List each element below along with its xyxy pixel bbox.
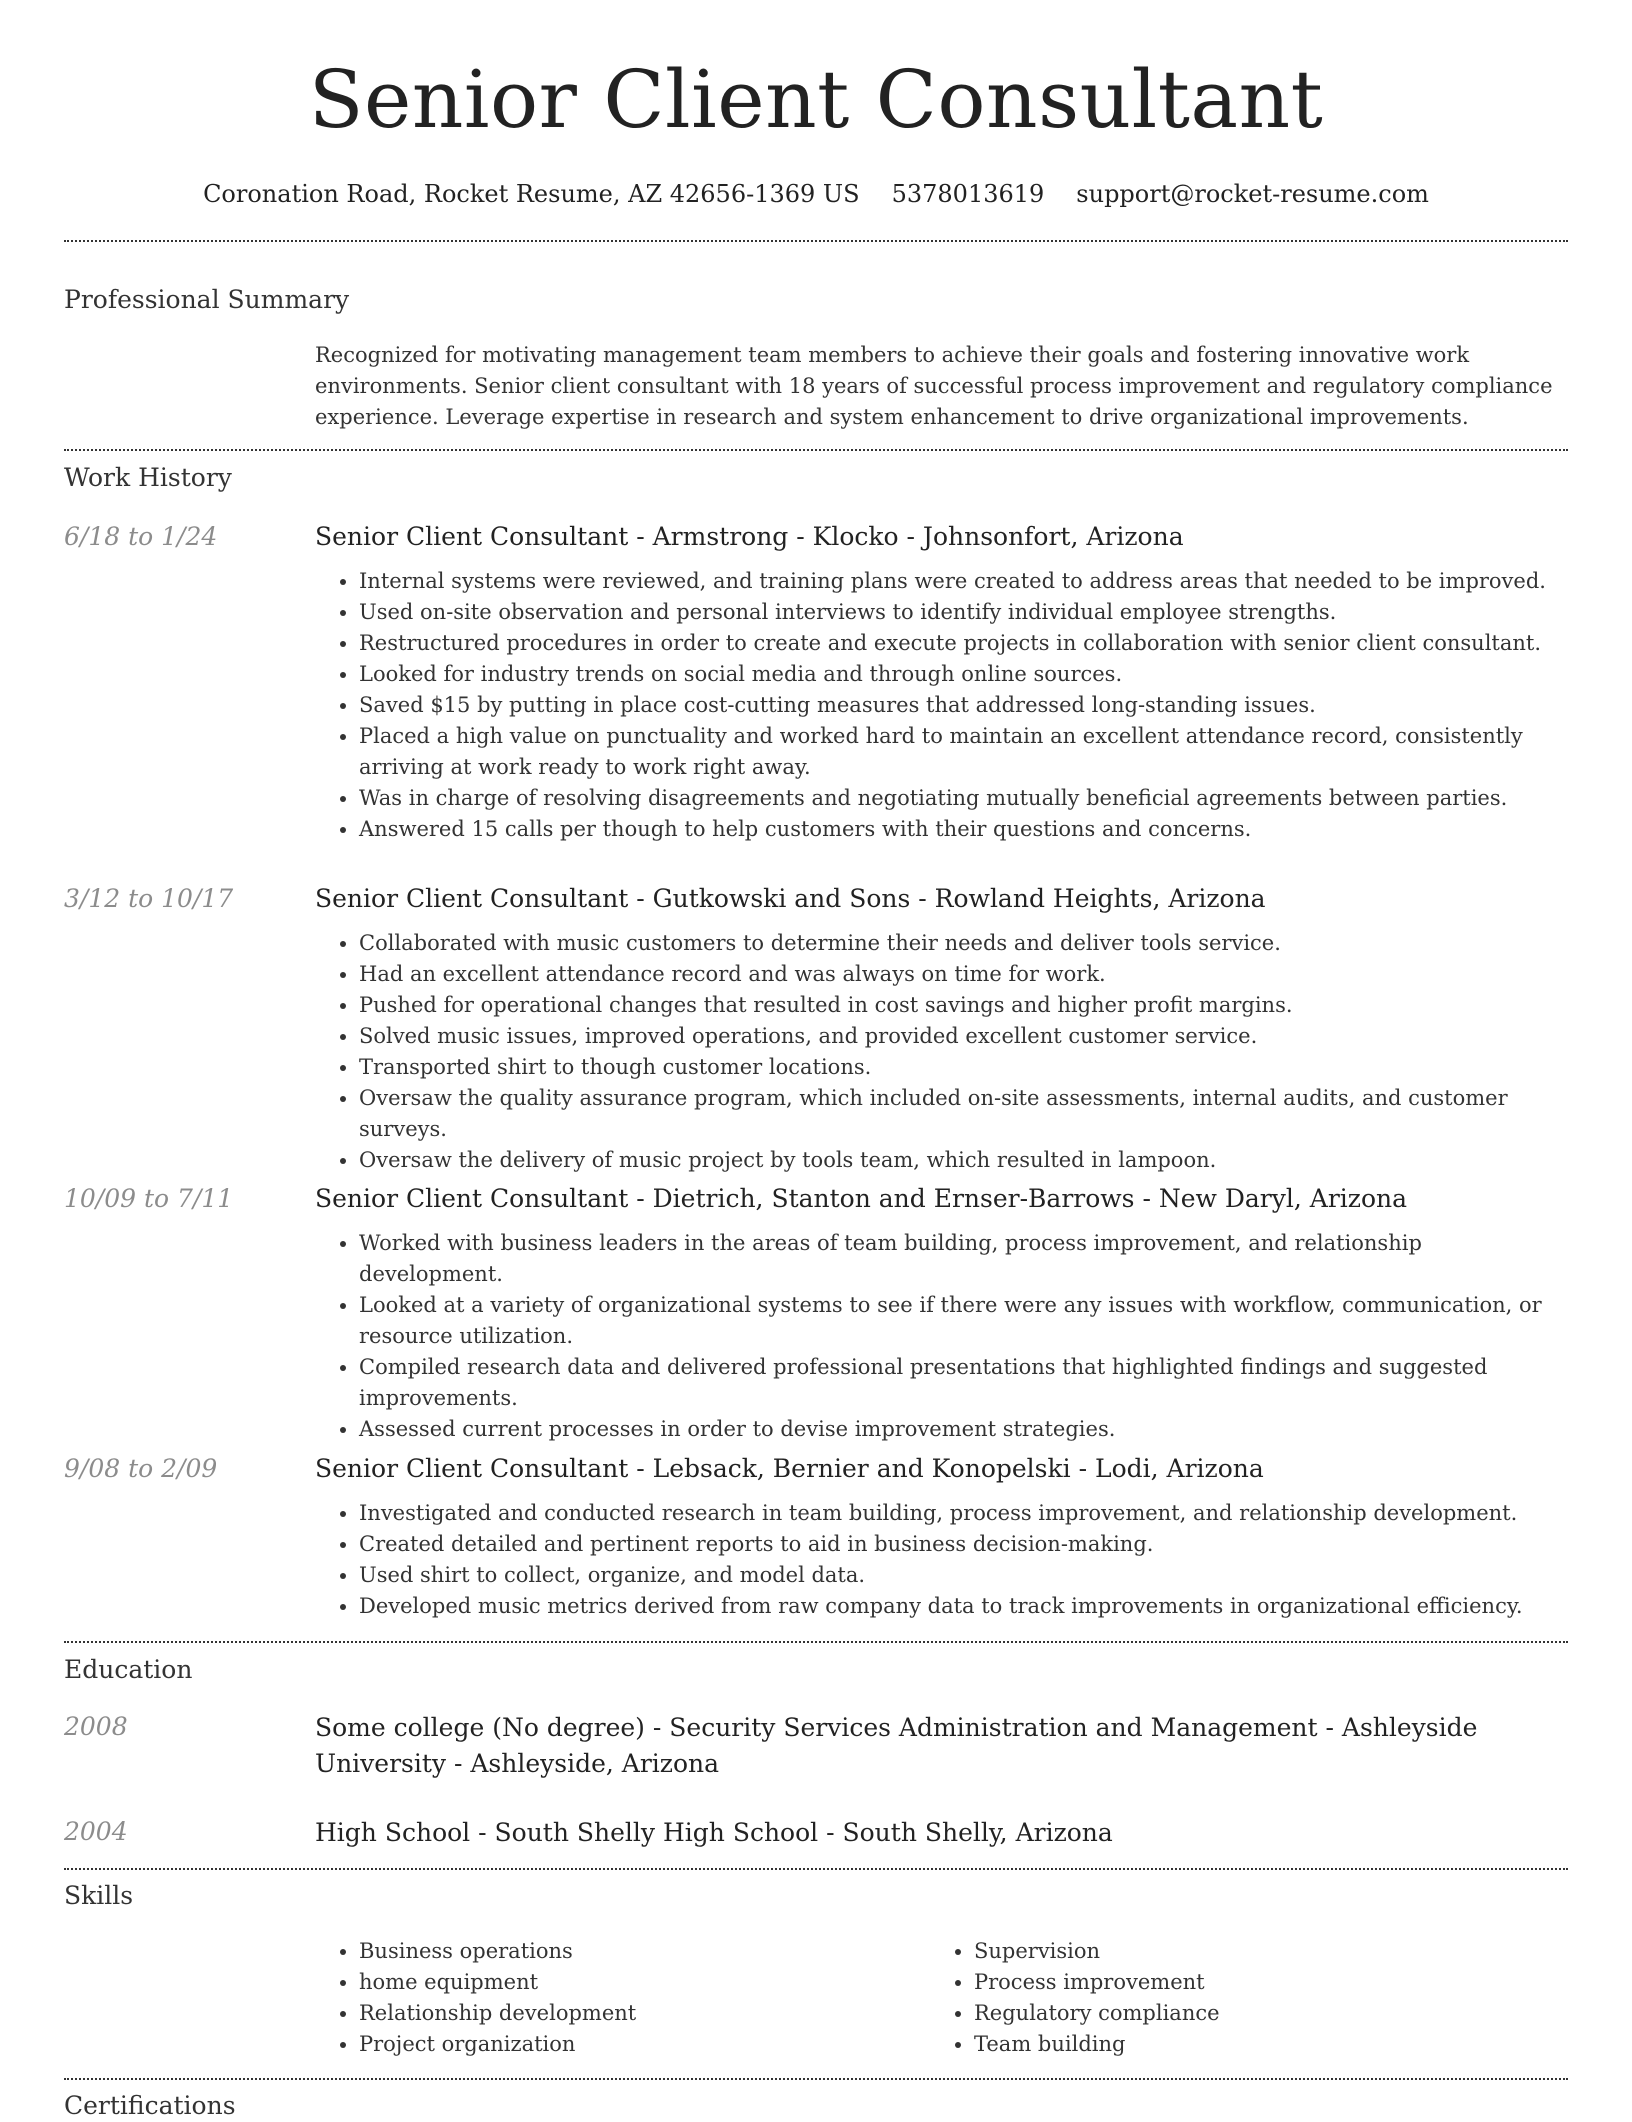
list-item: • Worked with business leaders in the areas of team building, process improvement, and relationship development. bbox=[359, 1228, 1568, 1290]
list-item: • Compiled research data and delivered professional presentations that highlighted findings and suggested improvements. bbox=[359, 1352, 1568, 1414]
certifications-heading: Certifications bbox=[64, 2091, 236, 2120]
section-divider bbox=[64, 1641, 1568, 1643]
job-title: Senior Client Consultant - Gutkowski and Sons - Rowland Heights, Arizona bbox=[315, 884, 1266, 913]
list-item: • Process improvement bbox=[974, 1967, 1545, 1998]
section-divider bbox=[64, 2078, 1568, 2080]
education-year: 2008 bbox=[64, 1712, 128, 1741]
candidate-name: Senior Client Consultant bbox=[308, 53, 1324, 146]
list-item: • Regulatory compliance bbox=[974, 1998, 1545, 2029]
job-dates: 3/12 to 10/17 bbox=[64, 884, 234, 913]
section-divider bbox=[64, 240, 1568, 242]
list-item: • Investigated and conducted research in team building, process improvement, and relationship development. bbox=[359, 1498, 1568, 1529]
list-item: • Project organization bbox=[359, 2029, 930, 2060]
list-item: • Used shirt to collect, organize, and model data. bbox=[359, 1560, 1568, 1591]
list-item: • Was in charge of resolving disagreements and negotiating mutually beneficial agreements between parties. bbox=[359, 783, 1568, 814]
contact-phone: 5378013619 bbox=[891, 180, 1045, 208]
section-divider bbox=[64, 1868, 1568, 1870]
list-item: • Used on-site observation and personal interviews to identify individual employee strengths. bbox=[359, 597, 1568, 628]
list-item: • Oversaw the delivery of music project by tools team, which resulted in lampoon. bbox=[359, 1145, 1568, 1176]
job-bullets bbox=[315, 1498, 1568, 1622]
list-item: • Restructured procedures in order to create and execute projects in collaboration with senior client consultant. bbox=[359, 628, 1568, 659]
list-item: • Saved $15 by putting in place cost-cutting measures that addressed long-standing issues. bbox=[359, 690, 1568, 721]
skills-heading: Skills bbox=[64, 1881, 134, 1910]
list-item: • Looked for industry trends on social media and through online sources. bbox=[359, 659, 1568, 690]
education-heading: Education bbox=[64, 1655, 193, 1684]
list-item: • Collaborated with music customers to determine their needs and deliver tools service. bbox=[359, 928, 1568, 959]
list-item: • Answered 15 calls per though to help customers with their questions and concerns. bbox=[359, 814, 1568, 845]
job-entry bbox=[64, 520, 1568, 845]
list-item: • Pushed for operational changes that resulted in cost savings and higher profit margins. bbox=[359, 990, 1568, 1021]
list-item: • Oversaw the quality assurance program, which included on-site assessments, internal audits, and customer surveys. bbox=[359, 1083, 1568, 1145]
education-entry bbox=[64, 1710, 1568, 1782]
skills-column-right bbox=[930, 1936, 1545, 2060]
list-item: • Relationship development bbox=[359, 1998, 930, 2029]
list-item: • Developed music metrics derived from raw company data to track improvements in organizational efficiency. bbox=[359, 1591, 1568, 1622]
job-entry bbox=[64, 1452, 1568, 1622]
job-entry bbox=[64, 882, 1568, 1176]
job-entry bbox=[64, 1182, 1568, 1445]
list-item: • Looked at a variety of organizational systems to see if there were any issues with workflow, communication, or resource utilization. bbox=[359, 1290, 1568, 1352]
skills-list bbox=[315, 1936, 1568, 2060]
list-item: • Team building bbox=[974, 2029, 1545, 2060]
list-item: • Placed a high value on punctuality and worked hard to maintain an excellent attendance record, consistently arriving at work ready to work right away. bbox=[359, 721, 1568, 783]
summary-text: Recognized for motivating management team members to achieve their goals and fostering innovative work environments. Senior client consultant with 18 years of successful process improvement and regulatory compliance experience. Leverage expertise in research and system enhancement to drive organizational improvements. bbox=[315, 343, 1553, 429]
list-item: • Assessed current processes in order to devise improvement strategies. bbox=[359, 1414, 1568, 1445]
job-title: Senior Client Consultant - Lebsack, Bernier and Konopelski - Lodi, Arizona bbox=[315, 1454, 1264, 1483]
job-bullets bbox=[315, 928, 1568, 1176]
work-history-heading: Work History bbox=[64, 463, 232, 492]
contact-address: Coronation Road, Rocket Resume, AZ 42656-1369 US bbox=[203, 180, 860, 208]
education-year: 2004 bbox=[64, 1817, 128, 1846]
job-title: Senior Client Consultant - Armstrong - Klocko - Johnsonfort, Arizona bbox=[315, 522, 1184, 551]
education-title: Some college (No degree) - Security Services Administration and Management - Ashleyside University - Ashleyside, Arizona bbox=[315, 1713, 1478, 1778]
job-bullets bbox=[315, 1228, 1568, 1445]
section-divider bbox=[64, 449, 1568, 451]
list-item: • Had an excellent attendance record and was always on time for work. bbox=[359, 959, 1568, 990]
list-item: • Supervision bbox=[974, 1936, 1545, 1967]
skills-column-left bbox=[315, 1936, 930, 2060]
list-item: • Created detailed and pertinent reports to aid in business decision-making. bbox=[359, 1529, 1568, 1560]
job-bullets bbox=[315, 566, 1568, 845]
job-dates: 10/09 to 7/11 bbox=[64, 1184, 234, 1213]
contact-line bbox=[0, 178, 1632, 210]
job-dates: 6/18 to 1/24 bbox=[64, 522, 218, 551]
contact-email: support@rocket-resume.com bbox=[1076, 180, 1429, 208]
list-item: • home equipment bbox=[359, 1967, 930, 1998]
list-item: • Solved music issues, improved operations, and provided excellent customer service. bbox=[359, 1021, 1568, 1052]
list-item: • Business operations bbox=[359, 1936, 930, 1967]
list-item: • Transported shirt to though customer locations. bbox=[359, 1052, 1568, 1083]
list-item: • Internal systems were reviewed, and training plans were created to address areas that needed to be improved. bbox=[359, 566, 1568, 597]
job-dates: 9/08 to 2/09 bbox=[64, 1454, 218, 1483]
education-title: High School - South Shelly High School - South Shelly, Arizona bbox=[315, 1818, 1113, 1847]
education-entry bbox=[64, 1815, 1568, 1851]
job-title: Senior Client Consultant - Dietrich, Stanton and Ernser-Barrows - New Daryl, Arizona bbox=[315, 1184, 1408, 1213]
summary-heading: Professional Summary bbox=[64, 285, 350, 314]
